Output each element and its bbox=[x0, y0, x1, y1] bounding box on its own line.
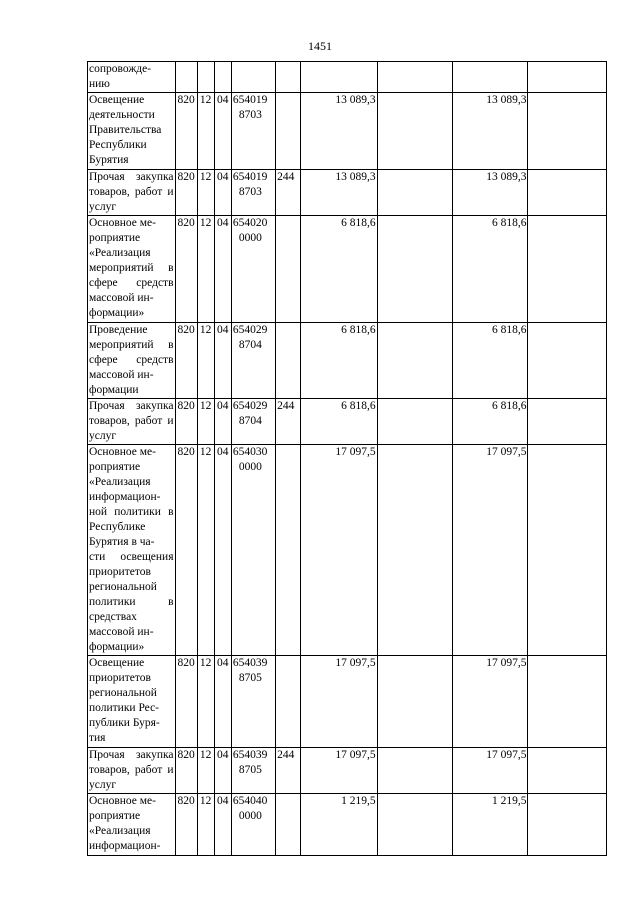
row-name: Прочая закупка товаров, работ и услуг bbox=[88, 170, 176, 216]
amount-4 bbox=[528, 748, 607, 794]
amount-1: 17 097,5 bbox=[301, 748, 377, 794]
row-name: Основное ме- роприятие «Реализация информацион- bbox=[88, 794, 176, 856]
ved-code: 820 bbox=[175, 794, 197, 856]
table-row bbox=[88, 170, 607, 216]
table-row bbox=[88, 62, 607, 93]
amount-4 bbox=[528, 93, 607, 170]
row-name: сопровожде- нию bbox=[88, 62, 176, 93]
amount-3 bbox=[453, 62, 528, 93]
amount-2 bbox=[377, 748, 452, 794]
pr-code: 04 bbox=[214, 656, 231, 748]
budget-table bbox=[87, 61, 607, 856]
rz-code: 12 bbox=[197, 656, 214, 748]
rz-code: 12 bbox=[197, 399, 214, 445]
csr-code bbox=[231, 93, 275, 170]
amount-2 bbox=[377, 62, 452, 93]
vr-code: 244 bbox=[276, 399, 301, 445]
amount-1: 13 089,3 bbox=[301, 93, 377, 170]
amount-2 bbox=[377, 170, 452, 216]
csr-code-part1: 654040 bbox=[232, 795, 268, 807]
pr-code: 04 bbox=[214, 93, 231, 170]
pr-code: 04 bbox=[214, 748, 231, 794]
csr-code-part2: 8704 bbox=[238, 415, 262, 427]
pr-code: 04 bbox=[214, 794, 231, 856]
csr-code-part2: 8705 bbox=[238, 764, 262, 776]
table-body bbox=[88, 62, 607, 856]
rz-code: 12 bbox=[197, 748, 214, 794]
rz-code: 12 bbox=[197, 93, 214, 170]
csr-code-part1: 654029 bbox=[232, 324, 268, 336]
amount-3: 17 097,5 bbox=[453, 748, 528, 794]
row-name: Основное ме- роприятие «Реализация информацион- ной политики в Республике Бурятия в ча- сти освещения приоритетов региональной политики в средствах массовой ин- формации» bbox=[88, 445, 176, 656]
pr-code: 04 bbox=[214, 399, 231, 445]
table-row bbox=[88, 399, 607, 445]
table-row bbox=[88, 216, 607, 323]
ved-code: 820 bbox=[175, 323, 197, 399]
amount-1: 17 097,5 bbox=[301, 445, 377, 656]
rz-code: 12 bbox=[197, 216, 214, 323]
csr-code-part2: 0000 bbox=[238, 810, 262, 822]
pr-code bbox=[214, 62, 231, 93]
vr-code bbox=[276, 62, 301, 93]
row-name: Прочая закупка товаров, работ и услуг bbox=[88, 748, 176, 794]
csr-code bbox=[231, 445, 275, 656]
ved-code: 820 bbox=[175, 399, 197, 445]
csr-code-part1: 654039 bbox=[232, 657, 268, 669]
vr-code bbox=[276, 323, 301, 399]
csr-code-part2: 8703 bbox=[238, 186, 262, 198]
amount-2 bbox=[377, 656, 452, 748]
pr-code: 04 bbox=[214, 323, 231, 399]
vr-code: 244 bbox=[276, 748, 301, 794]
amount-2 bbox=[377, 216, 452, 323]
amount-3: 6 818,6 bbox=[453, 216, 528, 323]
table-row bbox=[88, 656, 607, 748]
vr-code bbox=[276, 794, 301, 856]
csr-code-part1: 654019 bbox=[232, 171, 268, 183]
amount-4 bbox=[528, 399, 607, 445]
vr-code bbox=[276, 216, 301, 323]
amount-4 bbox=[528, 323, 607, 399]
csr-code-part1: 654030 bbox=[232, 446, 268, 458]
csr-code bbox=[231, 216, 275, 323]
rz-code: 12 bbox=[197, 794, 214, 856]
rz-code: 12 bbox=[197, 323, 214, 399]
vr-code: 244 bbox=[276, 170, 301, 216]
csr-code-part2: 0000 bbox=[238, 461, 262, 473]
ved-code: 820 bbox=[175, 445, 197, 656]
amount-1 bbox=[301, 62, 377, 93]
csr-code-part2: 0000 bbox=[238, 232, 262, 244]
pr-code: 04 bbox=[214, 170, 231, 216]
ved-code: 820 bbox=[175, 748, 197, 794]
amount-1: 6 818,6 bbox=[301, 216, 377, 323]
pr-code: 04 bbox=[214, 445, 231, 656]
amount-3: 6 818,6 bbox=[453, 399, 528, 445]
pr-code: 04 bbox=[214, 216, 231, 323]
csr-code-part2: 8703 bbox=[238, 109, 262, 121]
table-row bbox=[88, 794, 607, 856]
rz-code: 12 bbox=[197, 170, 214, 216]
amount-4 bbox=[528, 170, 607, 216]
amount-2 bbox=[377, 794, 452, 856]
row-name: Прочая закупка товаров, работ и услуг bbox=[88, 399, 176, 445]
row-name: Основное ме- роприятие «Реализация мероприятий в сфере средств массовой ин- формации» bbox=[88, 216, 176, 323]
amount-2 bbox=[377, 445, 452, 656]
csr-code-part2: 8705 bbox=[238, 672, 262, 684]
amount-4 bbox=[528, 216, 607, 323]
amount-4 bbox=[528, 656, 607, 748]
csr-code-part1: 654039 bbox=[232, 749, 268, 761]
csr-code bbox=[231, 323, 275, 399]
amount-2 bbox=[377, 399, 452, 445]
row-name: Освещение приоритетов региональной политики Рес- публики Буря- тия bbox=[88, 656, 176, 748]
amount-2 bbox=[377, 93, 452, 170]
page-number: 1451 bbox=[308, 39, 332, 53]
csr-code bbox=[231, 170, 275, 216]
amount-3: 1 219,5 bbox=[453, 794, 528, 856]
table-row bbox=[88, 323, 607, 399]
csr-code-part1: 654019 bbox=[232, 94, 268, 106]
amount-3: 17 097,5 bbox=[453, 656, 528, 748]
csr-code-part2: 8704 bbox=[238, 339, 262, 351]
vr-code bbox=[276, 445, 301, 656]
table-row bbox=[88, 748, 607, 794]
rz-code bbox=[197, 62, 214, 93]
amount-4 bbox=[528, 794, 607, 856]
amount-2 bbox=[377, 323, 452, 399]
amount-1: 6 818,6 bbox=[301, 323, 377, 399]
vr-code bbox=[276, 93, 301, 170]
amount-3: 17 097,5 bbox=[453, 445, 528, 656]
amount-3: 6 818,6 bbox=[453, 323, 528, 399]
csr-code bbox=[231, 748, 275, 794]
amount-3: 13 089,3 bbox=[453, 93, 528, 170]
ved-code: 820 bbox=[175, 216, 197, 323]
ved-code: 820 bbox=[175, 93, 197, 170]
table-row bbox=[88, 445, 607, 656]
amount-4 bbox=[528, 445, 607, 656]
amount-1: 13 089,3 bbox=[301, 170, 377, 216]
csr-code bbox=[231, 794, 275, 856]
ved-code bbox=[175, 62, 197, 93]
amount-3: 13 089,3 bbox=[453, 170, 528, 216]
csr-code bbox=[231, 656, 275, 748]
row-name: Проведение мероприятий в сфере средств массовой ин- формации bbox=[88, 323, 176, 399]
row-name: Освещение деятельности Правительства Республики Бурятия bbox=[88, 93, 176, 170]
csr-code bbox=[231, 399, 275, 445]
amount-1: 6 818,6 bbox=[301, 399, 377, 445]
table-row bbox=[88, 93, 607, 170]
csr-code-part1: 654029 bbox=[232, 400, 268, 412]
csr-code bbox=[231, 62, 275, 93]
amount-4 bbox=[528, 62, 607, 93]
amount-1: 17 097,5 bbox=[301, 656, 377, 748]
ved-code: 820 bbox=[175, 170, 197, 216]
vr-code bbox=[276, 656, 301, 748]
amount-1: 1 219,5 bbox=[301, 794, 377, 856]
rz-code: 12 bbox=[197, 445, 214, 656]
ved-code: 820 bbox=[175, 656, 197, 748]
csr-code-part1: 654020 bbox=[232, 217, 268, 229]
